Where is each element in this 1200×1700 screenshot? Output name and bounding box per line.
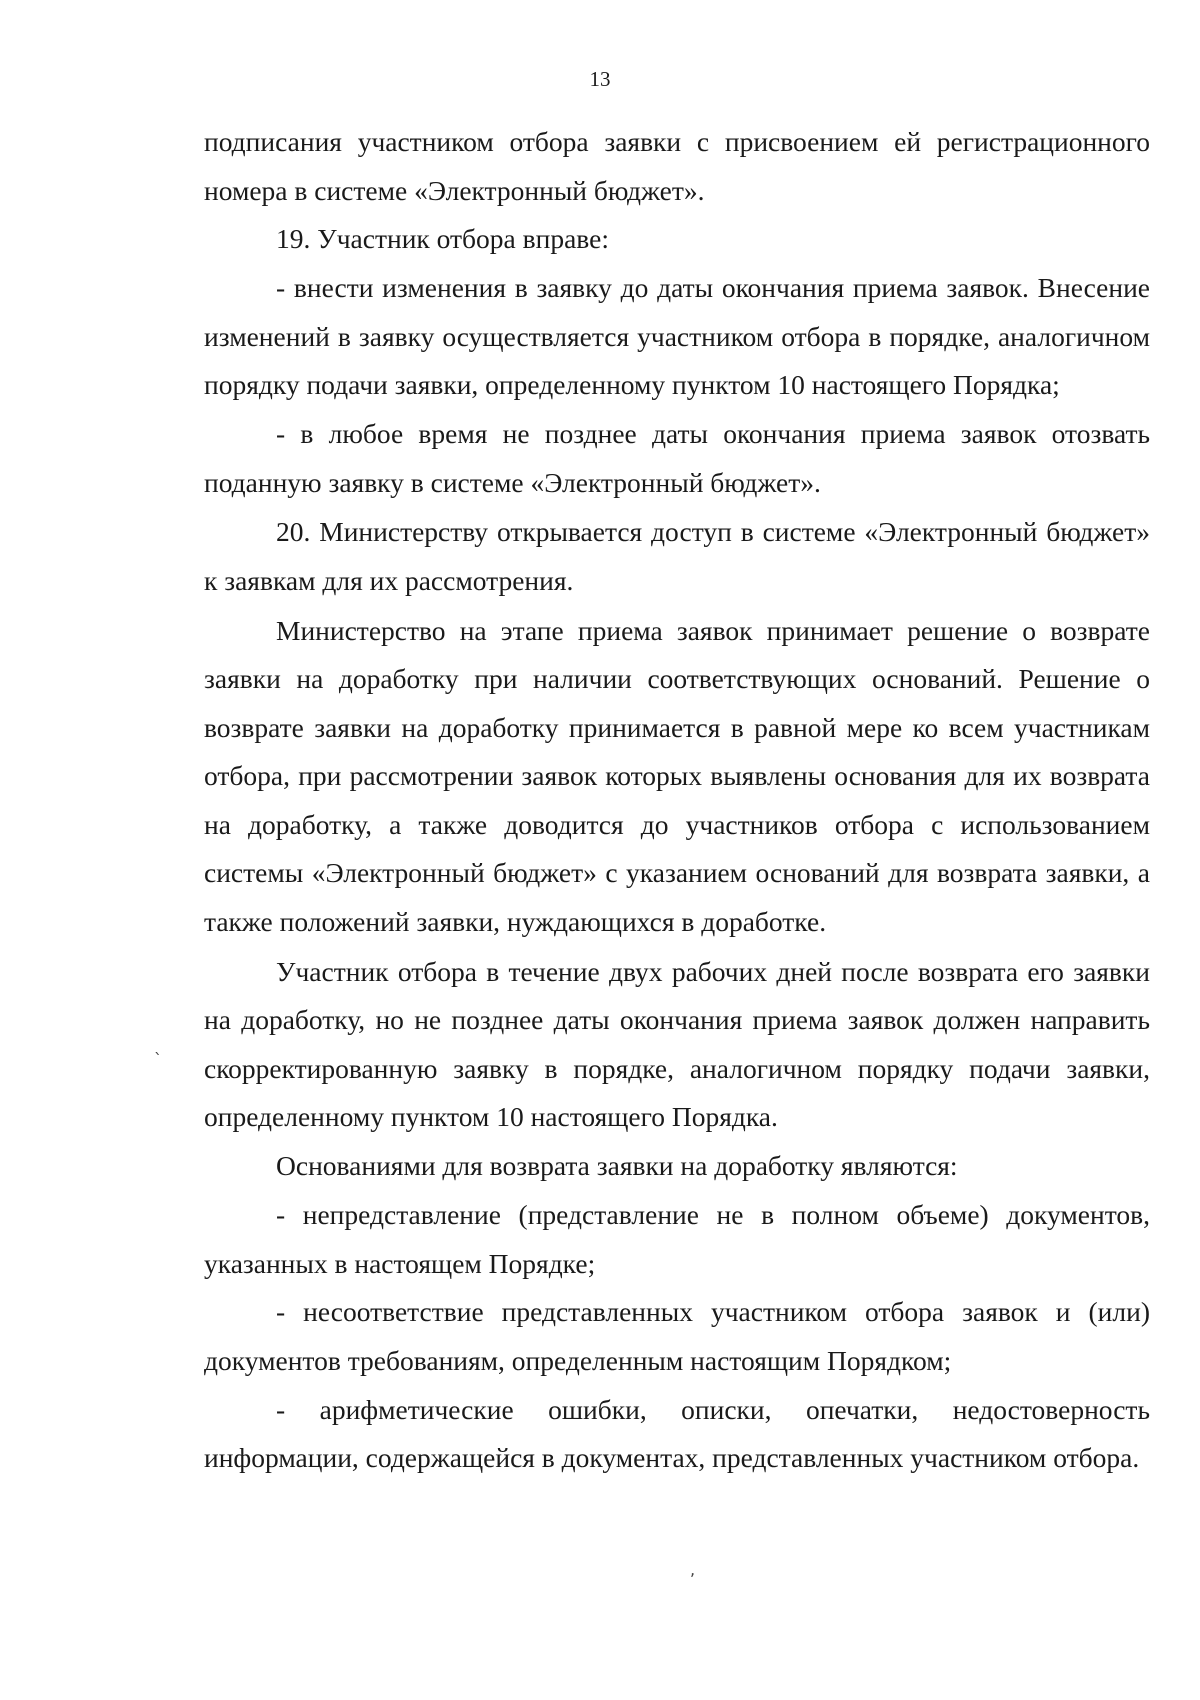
paragraph-item-20: 20. Министерству открывается доступ в системе «Электронный бюджет» к заявкам для их рассмотрения. bbox=[204, 516, 1150, 596]
paragraph-item-19-heading: 19. Участник отбора вправе: bbox=[276, 223, 609, 255]
page-number: 13 bbox=[589, 67, 611, 91]
paragraph-resubmission: Участник отбора в течение двух рабочих дней после возврата его заявки на доработку, но не позднее даты окончания приема заявок должен направить скорректированную заявку в порядке, аналогичном порядку подачи заявки, определенному пунктом 10 настоящего Порядка. bbox=[204, 955, 1150, 1133]
paragraph-grounds-heading: Основаниями для возврата заявки на доработку являются: bbox=[276, 1150, 958, 1182]
paragraph-ground-3: - арифметические ошибки, описки, опечатки, недостоверность информации, содержащейся в документах, представленных участником отбора. bbox=[204, 1393, 1150, 1474]
paragraph-ground-1: - непредставление (представление не в полном объеме) документов, указанных в настоящем Порядке; bbox=[204, 1199, 1150, 1279]
paragraph-item-19-bullet-2: - в любое время не позднее даты окончания приема заявок отозвать поданную заявку в системе «Электронный бюджет». bbox=[204, 418, 1150, 498]
paragraph-return-decision: Министерство на этапе приема заявок принимает решение о возврате заявки на доработку при наличии соответствующих оснований. Решение о возврате заявки на доработку принимается в равной мере ко всем участникам отбора, при рассмотрении заявок которых выявлены основания для их возврата на доработку, а также доводится до участников отбора с использованием системы «Электронный бюджет» с указанием оснований для возврата заявки, а также положений заявки, нуждающихся в доработке. bbox=[204, 614, 1150, 938]
paragraph-item-19-bullet-1: - внести изменения в заявку до даты окончания приема заявок. Внесение изменений в заявку осуществляется участником отбора в порядке, аналогичном порядку подачи заявки, определенному пунктом 10 настоящего Порядка; bbox=[204, 272, 1150, 401]
document-body bbox=[204, 118, 1150, 1483]
scan-speck-mark: ` bbox=[154, 1050, 162, 1069]
scan-speck-mark: , bbox=[690, 1560, 696, 1579]
paragraph-ground-2: - несоответствие представленных участником отбора заявок и (или) документов требованиям, определенным настоящим Порядком; bbox=[204, 1296, 1150, 1376]
paragraph-continuation: подписания участником отбора заявки с присвоением ей регистрационного номера в системе «Электронный бюджет». bbox=[204, 126, 1150, 206]
